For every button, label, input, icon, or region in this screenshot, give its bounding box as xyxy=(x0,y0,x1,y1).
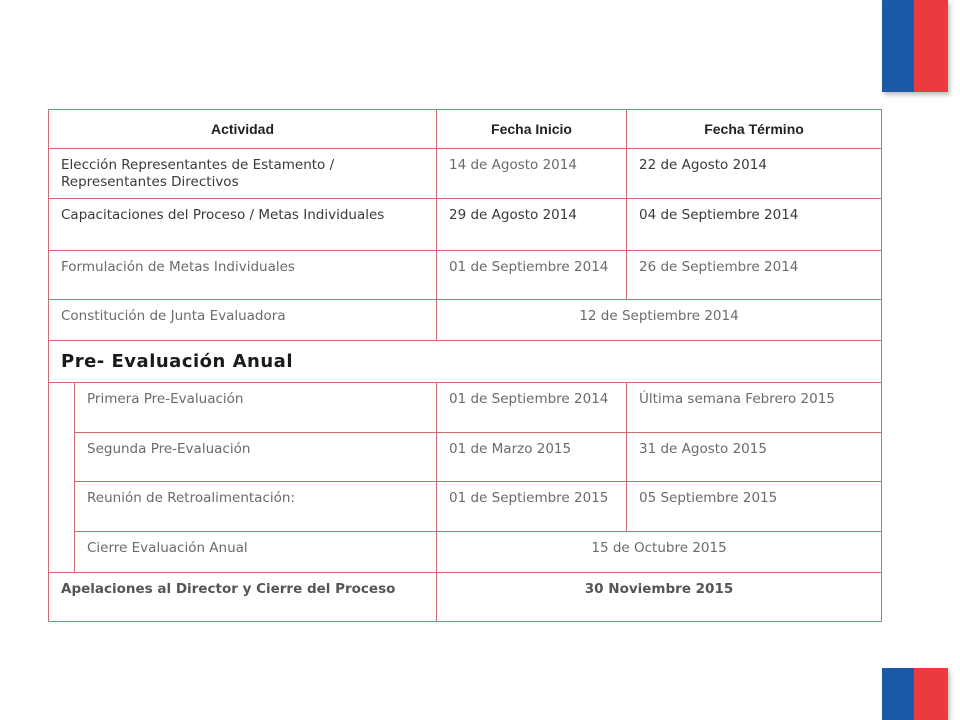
table-row xyxy=(49,383,882,433)
activity-cell: Formulación de Metas Individuales xyxy=(49,251,437,300)
end-date-cell: 22 de Agosto 2014 xyxy=(627,149,882,199)
table-row xyxy=(49,199,882,251)
end-date-cell: 04 de Septiembre 2014 xyxy=(627,199,882,251)
table-row xyxy=(49,482,882,532)
section-row xyxy=(49,341,882,383)
header-end-date: Fecha Término xyxy=(627,110,882,149)
header-row xyxy=(49,110,882,149)
schedule-table xyxy=(48,109,882,622)
start-date-cell: 01 de Septiembre 2015 xyxy=(437,482,627,532)
activity-cell: Primera Pre-Evaluación xyxy=(75,383,437,433)
table-row xyxy=(49,532,882,573)
activity-cell: Capacitaciones del Proceso / Metas Individuales xyxy=(49,199,437,251)
activity-cell: Apelaciones al Director y Cierre del Proceso xyxy=(49,573,437,622)
date-cell: 12 de Septiembre 2014 xyxy=(437,300,882,341)
start-date-cell: 29 de Agosto 2014 xyxy=(437,199,627,251)
activity-cell: Elección Representantes de Estamento / Representantes Directivos xyxy=(49,149,437,199)
flag-decoration-top xyxy=(882,0,948,92)
flag-red-stripe xyxy=(914,0,948,92)
table-row xyxy=(49,149,882,199)
table-row xyxy=(49,251,882,300)
flag-blue-stripe xyxy=(882,0,914,92)
section-title: Pre- Evaluación Anual xyxy=(49,341,882,383)
activity-cell: Constitución de Junta Evaluadora xyxy=(49,300,437,341)
activity-cell: Segunda Pre-Evaluación xyxy=(75,433,437,482)
end-date-cell: Última semana Febrero 2015 xyxy=(627,383,882,433)
end-date-cell: 26 de Septiembre 2014 xyxy=(627,251,882,300)
start-date-cell: 01 de Septiembre 2014 xyxy=(437,383,627,433)
flag-red-stripe xyxy=(914,668,948,720)
date-cell: 30 Noviembre 2015 xyxy=(437,573,882,622)
start-date-cell: 01 de Marzo 2015 xyxy=(437,433,627,482)
table-row xyxy=(49,433,882,482)
date-cell: 15 de Octubre 2015 xyxy=(437,532,882,573)
flag-blue-stripe xyxy=(882,668,914,720)
start-date-cell: 14 de Agosto 2014 xyxy=(437,149,627,199)
header-start-date: Fecha Inicio xyxy=(437,110,627,149)
table-row xyxy=(49,300,882,341)
header-activity: Actividad xyxy=(49,110,437,149)
flag-decoration-bottom xyxy=(882,668,948,720)
activity-cell: Cierre Evaluación Anual xyxy=(75,532,437,573)
table-row xyxy=(49,573,882,622)
end-date-cell: 05 Septiembre 2015 xyxy=(627,482,882,532)
indent-cell xyxy=(49,383,75,573)
end-date-cell: 31 de Agosto 2015 xyxy=(627,433,882,482)
activity-cell: Reunión de Retroalimentación: xyxy=(75,482,437,532)
start-date-cell: 01 de Septiembre 2014 xyxy=(437,251,627,300)
